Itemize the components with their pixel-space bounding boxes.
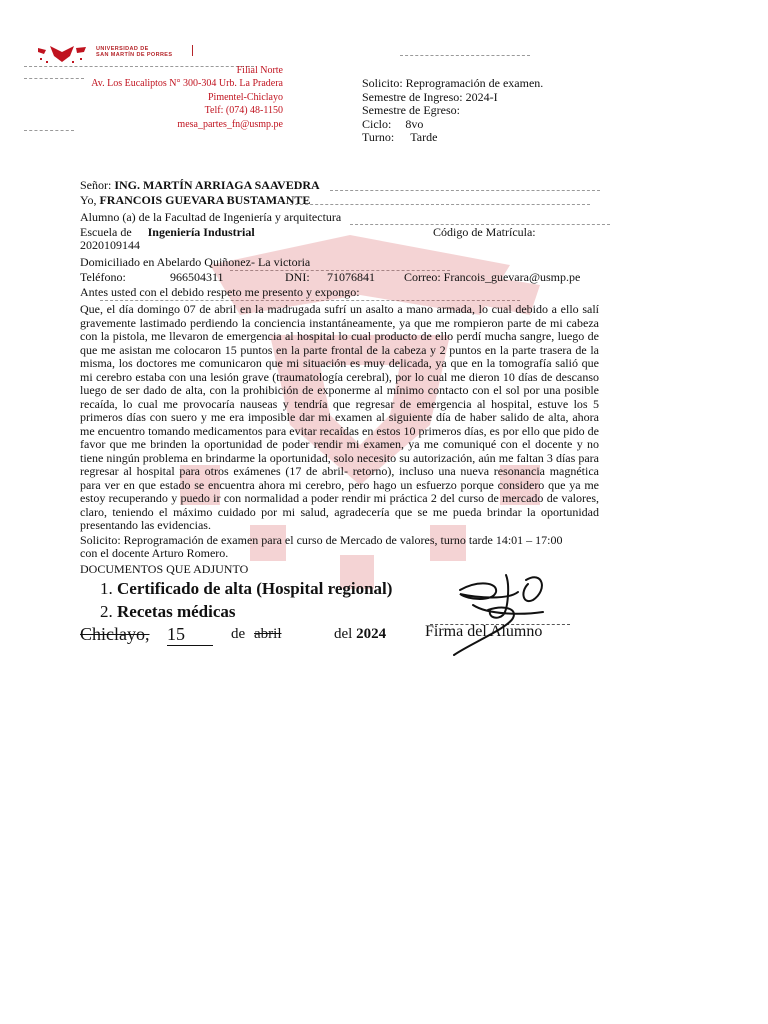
letter-intro: Antes usted con el debido respeto me presento y expongo:	[80, 285, 360, 299]
enrollment-code-value: 2020109144	[80, 238, 140, 252]
divider	[192, 45, 193, 56]
school-label: Escuela de	[80, 225, 132, 239]
cycle-value: 8vo	[405, 116, 424, 131]
student-line	[80, 194, 310, 208]
request-subject: Solicito: Reprogramación de examen.	[362, 76, 544, 90]
request-box	[362, 77, 543, 145]
shift-label: Turno:	[362, 130, 395, 145]
dni-value: 71076841	[327, 270, 375, 284]
signature-image	[448, 570, 558, 660]
date-de: de	[231, 626, 246, 642]
date-month: abril	[254, 626, 282, 642]
scan-line	[290, 204, 590, 205]
signature-label: Firma del Alumno	[425, 623, 543, 640]
phone-value: 966504311	[170, 270, 224, 284]
attachment-number: 2.	[100, 602, 113, 621]
scan-line	[330, 190, 600, 191]
shift-row	[362, 131, 543, 145]
email-line: Correo: Francois_guevara@usmp.pe	[404, 270, 581, 284]
branch-address: Av. Los Eucaliptos N° 300-304 Urb. La Pradera	[91, 78, 283, 90]
scan-line	[400, 55, 530, 56]
address-line: Domiciliado en Abelardo Quiñonez- La victoria	[80, 255, 311, 269]
school-value: Ingeniería Industrial	[147, 225, 255, 239]
university-name	[96, 46, 172, 58]
cycle-row	[362, 118, 543, 132]
request-detail-line1: Solicito: Reprogramación de examen para el curso de Mercado de valores, turno tarde 14:01 – 17:00	[80, 533, 563, 547]
branch-address-block	[91, 64, 283, 131]
branch-phone: Telf: (074) 48-1150	[204, 105, 283, 117]
shift-value: Tarde	[410, 130, 438, 145]
request-detail-line2: con el docente Arturo Romero.	[80, 546, 229, 560]
university-logo	[36, 44, 88, 66]
addressee-label: Señor:	[80, 178, 112, 192]
letter-body: Que, el día domingo 07 de abril en la madrugada sufrí un asalto a mano armada, lo cual debido a ello salí gravemente lastimado perdiendo la conciencia instantáneamente, ya que me rompieron parte de mi cabeza con la pistola, me llevaron de emergencia al hospital lo cual producto de ello perdí mucha sangre, luego de que me asistan me colocaron 15 puntos en la parte frontal de la cabeza y 2 puntos en la parte trasera de la misma, los doctores me comunicaron que mi situación es muy delicada, ya que en la tomografía salió que mi cerebro estaba con una lesión grave (traumatología cerebral), por lo cual me dieron 10 días de descanso luego de ser dado de alta, con la prohibición de exponerme al mínimo contacto con el sol por una posible recaída, lo cual me provocaría nauseas y tendría que regresar de emergencia al hospital, estuve los 5 primeros días con suero y me era imposible dar mi examen al siguiente día de haber salido de alta, ahora me encuentro tomando medicamentos para evitar recaídas en estos 10 primeros días, es por ello que pido de favor que me brinden la oportunidad de poder rendir mi examen, ya me comuniqué con el docente y no tiene ningún problema en brindarme la oportunidad, solo necesito su autorización, aún me faltan 3 días para regresar al hospital para otros exámenes (17 de abril- retorno), incluso una nueva resonancia magnética para ver en que estado se encuentra ahora mi cerebro, pero hago un esfuerzo porque considero que ya me estoy recuperando y puedo ir con normalidad a poder rendir mi práctica 2 del curso de mercado de valores, claro, teniendo el máximo cuidado por mi salud, agradecería que se me pueda brindar la oportunidad presentando las evidencias.	[80, 302, 599, 532]
attachment-item	[100, 579, 392, 599]
addressee-name: ING. MARTÍN ARRIAGA SAAVEDRA	[114, 178, 320, 192]
faculty-line: Alumno (a) de la Facultad de Ingeniería y arquitectura	[80, 210, 342, 224]
scan-line	[24, 78, 84, 79]
student-label: Yo,	[80, 193, 97, 207]
attachments-heading: DOCUMENTOS QUE ADJUNTO	[80, 562, 249, 576]
date-year-line	[334, 626, 386, 643]
date-day-text: 15	[167, 624, 185, 644]
branch-city: Pimentel-Chiclayo	[208, 91, 283, 103]
cycle-label: Ciclo:	[362, 116, 392, 131]
phone-label: Teléfono:	[80, 270, 126, 284]
date-day	[167, 624, 213, 646]
university-name-line1: UNIVERSIDAD DE	[96, 46, 149, 52]
branch-email: mesa_partes_fn@usmp.pe	[177, 118, 283, 130]
date-del: del	[334, 626, 353, 642]
scan-line	[24, 130, 74, 131]
attachment-text: Certificado de alta (Hospital regional)	[117, 579, 393, 598]
date-year: 2024	[356, 626, 387, 642]
university-name-line2: SAN MARTÍN DE PORRES	[96, 52, 173, 58]
attachment-item	[100, 602, 236, 622]
attachment-number: 1.	[100, 579, 113, 598]
addressee-line	[80, 179, 320, 193]
semester-entry: Semestre de Ingreso: 2024-I	[362, 89, 498, 104]
branch-name: Filial Norte	[236, 65, 283, 76]
attachment-text: Recetas médicas	[117, 602, 236, 621]
semester-exit: Semestre de Egreso:	[362, 103, 460, 118]
date-city	[80, 624, 150, 645]
dni-label: DNI:	[285, 270, 310, 284]
student-name: FRANCOIS GUEVARA BUSTAMANTE	[99, 193, 311, 207]
enrollment-code-label: Código de Matrícula:	[433, 225, 536, 239]
date-city-text: Chiclayo,	[80, 624, 150, 644]
